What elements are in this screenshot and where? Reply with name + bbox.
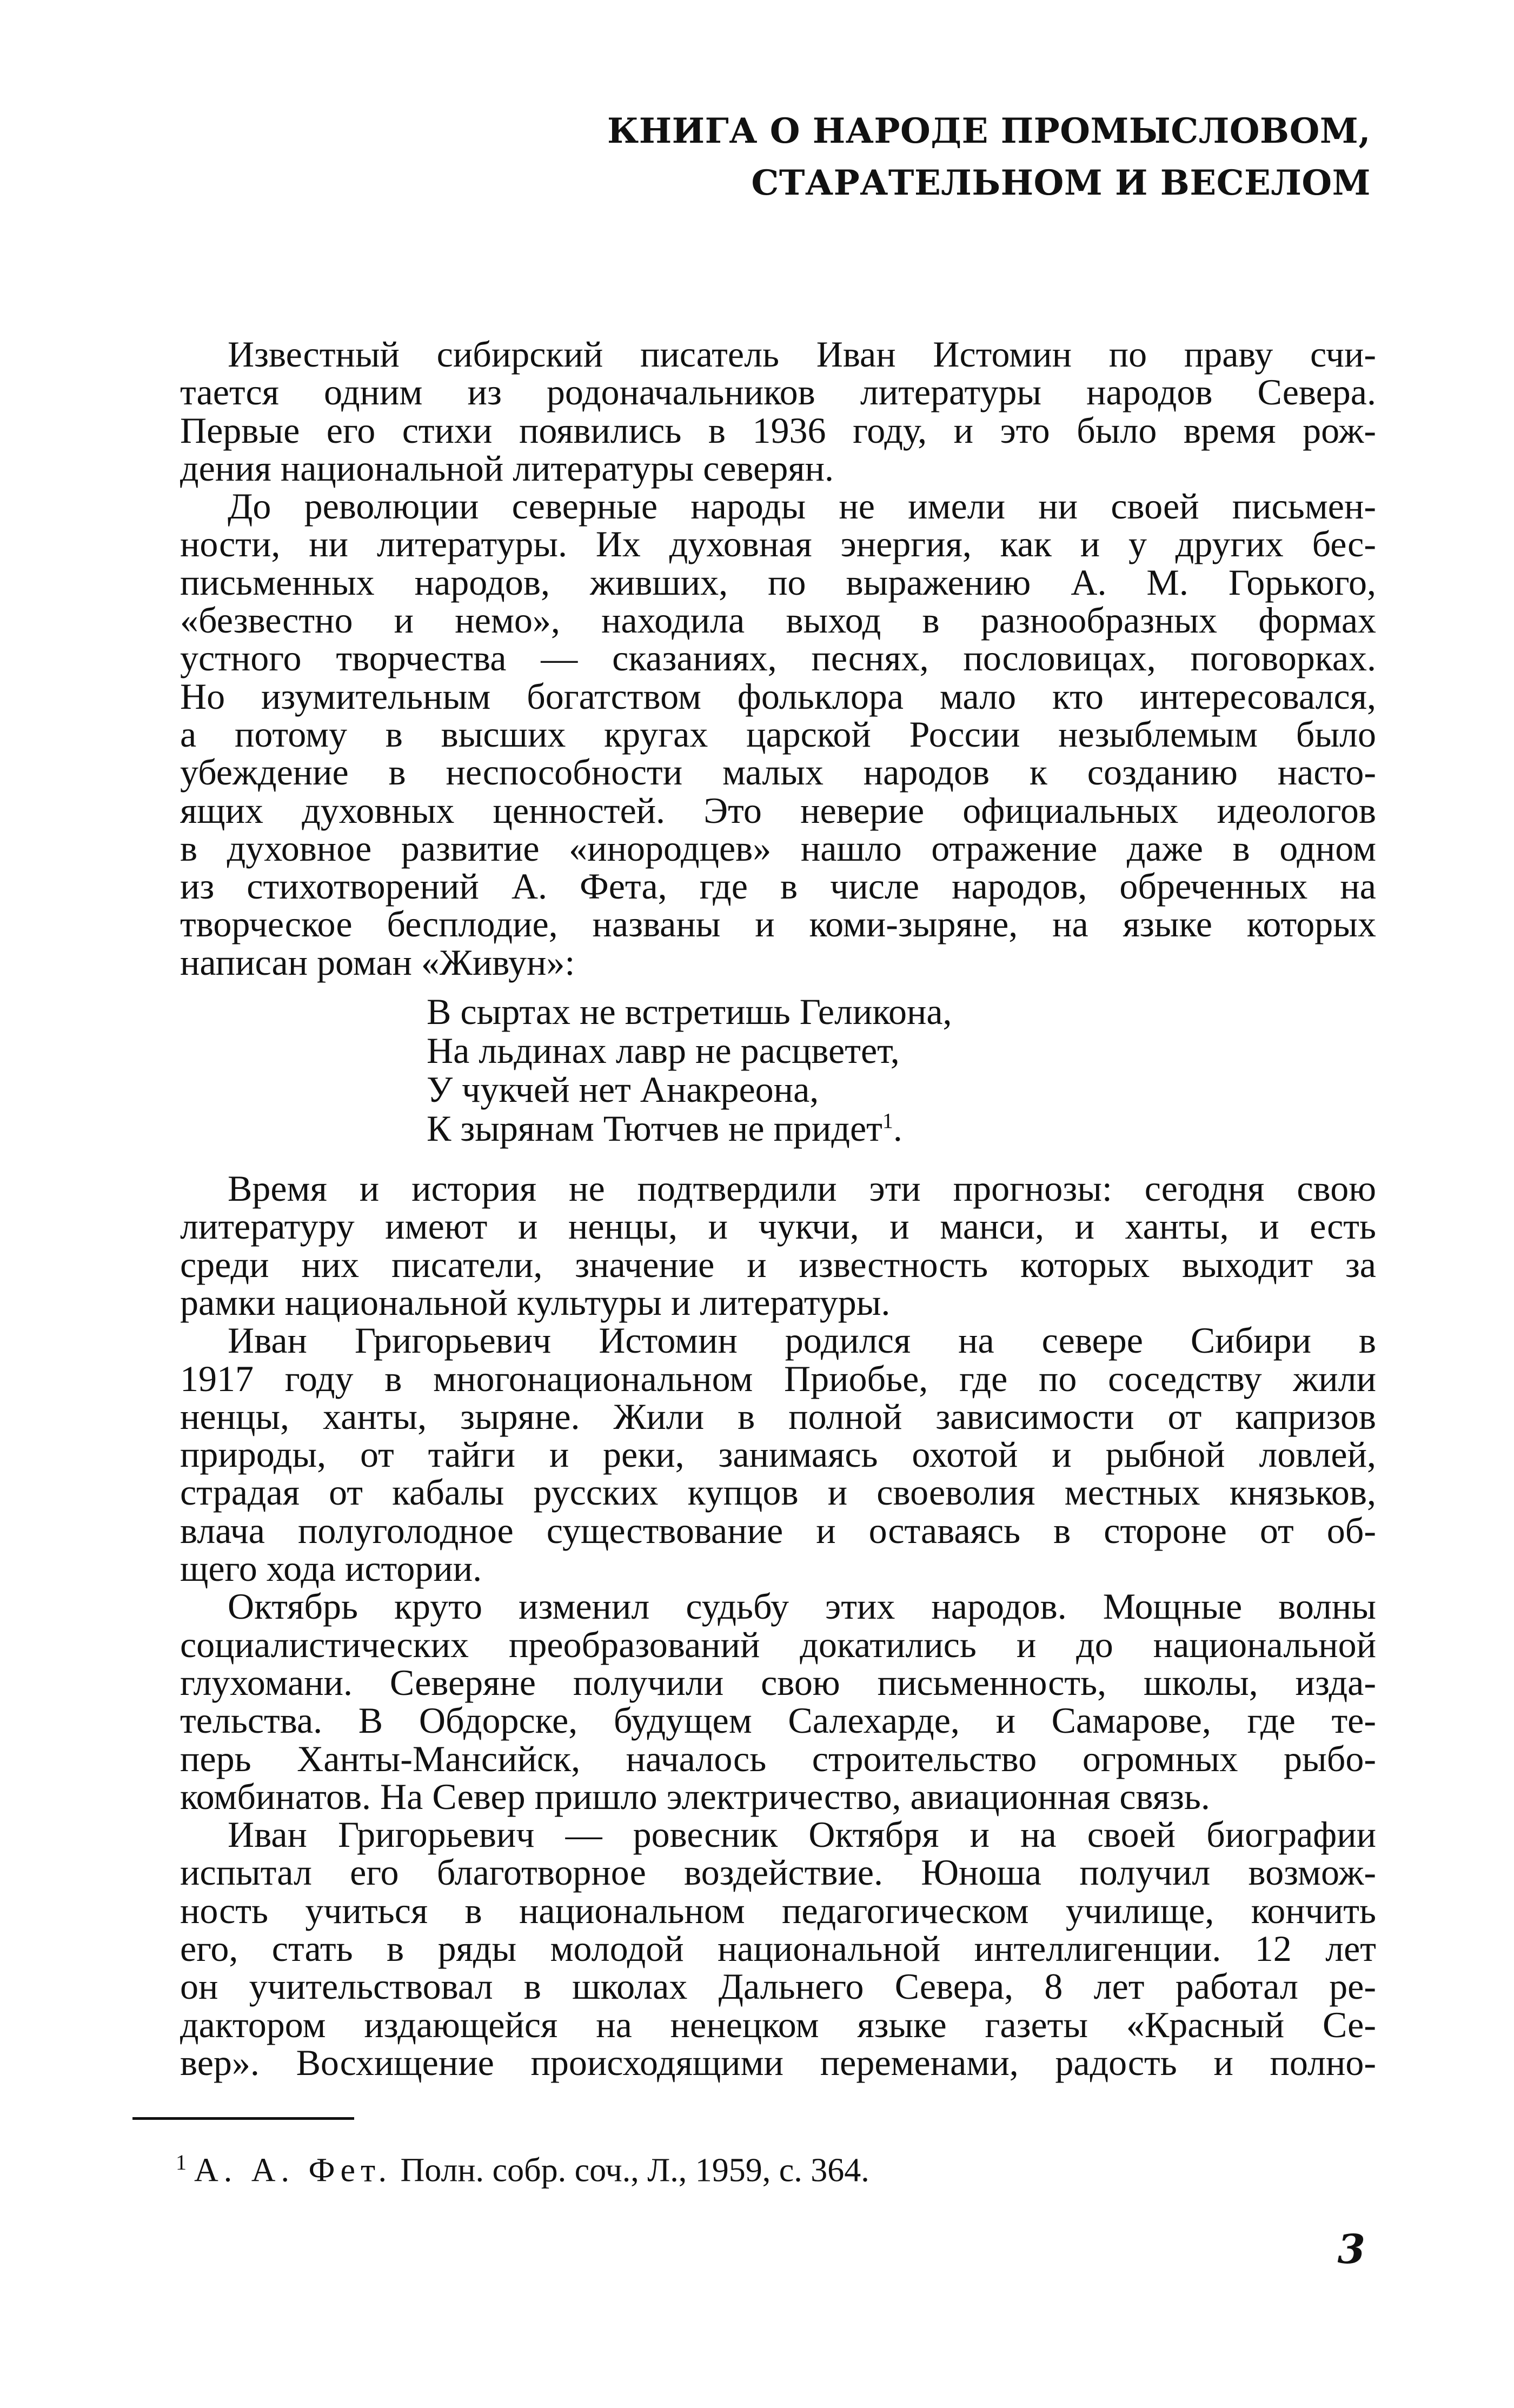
footnote-citation: Полн. собр. соч., Л., 1959, с. 364. [400, 2152, 869, 2189]
text-line: письменных народов, живших, по выражению А. М. Горького, [180, 561, 1376, 603]
text-line: комбинатов. На Север пришло электричество, авиационная связь. [180, 1775, 1210, 1817]
text-line: а потому в высших кругах царской России незыблемым было [180, 713, 1376, 755]
text-line: Октябрь круто изменил судьбу этих народов. Мощные волны [228, 1586, 1376, 1627]
text-line: Время и история не подтвердили эти прогнозы: сегодня свою [228, 1168, 1376, 1209]
chapter-title [607, 105, 1371, 209]
footnote-mark: 1 [176, 2150, 187, 2174]
body-text [132, 335, 1376, 2081]
text-line: его, стать в ряды молодой национальной интеллигенции. 12 лет [180, 1927, 1376, 1969]
paragraph [132, 1321, 1376, 1587]
text-line: литературу имеют и ненцы, и чукчи, и манси, и ханты, и есть [180, 1206, 1376, 1247]
text-line: Первые его стихи появились в 1936 году, и это было время рож- [180, 409, 1376, 451]
text-line: испытал его благотворное воздействие. Юноша получил возмож- [180, 1852, 1376, 1893]
text-line: устного творчества — сказаниях, песнях, пословицах, поговорках. [180, 637, 1376, 679]
text-line: в духовное развитие «инородцев» нашло отражение даже в одном [180, 827, 1376, 869]
chapter-title-line-2: СТАРАТЕЛЬНОМ И ВЕСЕЛОМ [751, 163, 1371, 203]
text-line: Иван Григорьевич — ровесник Октября и на своей биографии [228, 1814, 1376, 1855]
paragraph [132, 487, 1376, 981]
verse-line: В сыртах не встретишь Геликона, [427, 991, 952, 1033]
chapter-title-line-1: КНИГА О НАРОДЕ ПРОМЫСЛОВОМ, [607, 111, 1371, 151]
verse-line: На льдинах лавр не расцветет, [427, 1030, 900, 1072]
text-line: вер». Восхищение происходящими переменами, радость и полно- [180, 2041, 1376, 2083]
text-line: он учительствовал в школах Дальнего Севера, 8 лет работал ре- [180, 1966, 1376, 2007]
text-line: социалистических преобразований докатились и до национальной [180, 1624, 1376, 1665]
text-line: глухомани. Северяне получили свою письменность, школы, изда- [180, 1661, 1376, 1703]
text-line: дения национальной литературы северян. [180, 447, 834, 489]
text-line: ности, ни литературы. Их духовная энергия, как и у других бес- [180, 523, 1376, 565]
text-line: Известный сибирский писатель Иван Истомин по праву счи- [228, 334, 1376, 375]
text-line: 1917 году в многонациональном Приобье, где по соседству жили [180, 1358, 1376, 1399]
poem-quote [427, 992, 1376, 1148]
footnote-divider [132, 2117, 354, 2120]
text-line: из стихотворений А. Фета, где в числе народов, обреченных на [180, 866, 1376, 907]
page-number: 3 [1337, 2226, 1365, 2273]
verse-end-punctuation: . [893, 1108, 902, 1149]
verse-line-text: К зырянам Тютчев не придет [427, 1108, 882, 1149]
text-line: ность учиться в национальном педагогическом училище, кончить [180, 1890, 1376, 1931]
text-line: ненцы, ханты, зыряне. Жили в полной зависимости от капризов [180, 1395, 1376, 1437]
text-line: убеждение в неспособности малых народов к созданию насто- [180, 751, 1376, 793]
text-line: рамки национальной культуры и литературы. [180, 1281, 891, 1323]
verse-line-last [427, 1109, 1376, 1148]
text-line: природы, от тайги и реки, занимаясь охотой и рыбной ловлей, [180, 1434, 1376, 1475]
text-line: тельства. В Обдорске, будущем Салехарде, и Самарове, где те- [180, 1700, 1376, 1741]
text-line: перь Ханты-Мансийск, началось строительство огромных рыбо- [180, 1738, 1376, 1779]
text-line: среди них писатели, значение и известность которых выходит за [180, 1243, 1376, 1285]
text-line: До революции северные народы не имели ни своей письмен- [228, 485, 1376, 527]
verse-line: У чукчей нет Анакреона, [427, 1069, 819, 1110]
text-line: творческое бесплодие, названы и коми-зыряне, на языке которых [180, 903, 1376, 945]
paragraph [132, 1815, 1376, 2081]
text-line: Но изумительным богатством фольклора мало кто интересовался, [180, 675, 1376, 717]
footnote-author: А. А. Фет. [194, 2152, 392, 2189]
footnote-reference: 1 [882, 1108, 893, 1133]
text-line: влача полуголодное существование и оставаясь в стороне от об- [180, 1509, 1376, 1551]
paragraph [132, 1587, 1376, 1815]
text-line: ящих духовных ценностей. Это неверие официальных идеологов [180, 789, 1376, 831]
footnote [176, 2141, 869, 2192]
text-line: тается одним из родоначальников литературы народов Севера. [180, 371, 1376, 413]
paragraph [132, 335, 1376, 487]
text-line: написан роман «Живун»: [180, 941, 575, 983]
text-line: дактором издающейся на ненецком языке газеты «Красный Се- [180, 2004, 1376, 2045]
text-line: «безвестно и немо», находила выход в разнообразных формах [180, 600, 1376, 641]
text-line: Иван Григорьевич Истомин родился на севере Сибири в [228, 1320, 1376, 1361]
text-line: страдая от кабалы русских купцов и своеволия местных князьков, [180, 1472, 1376, 1513]
text-line: щего хода истории. [180, 1548, 482, 1589]
paragraph [132, 1169, 1376, 1321]
